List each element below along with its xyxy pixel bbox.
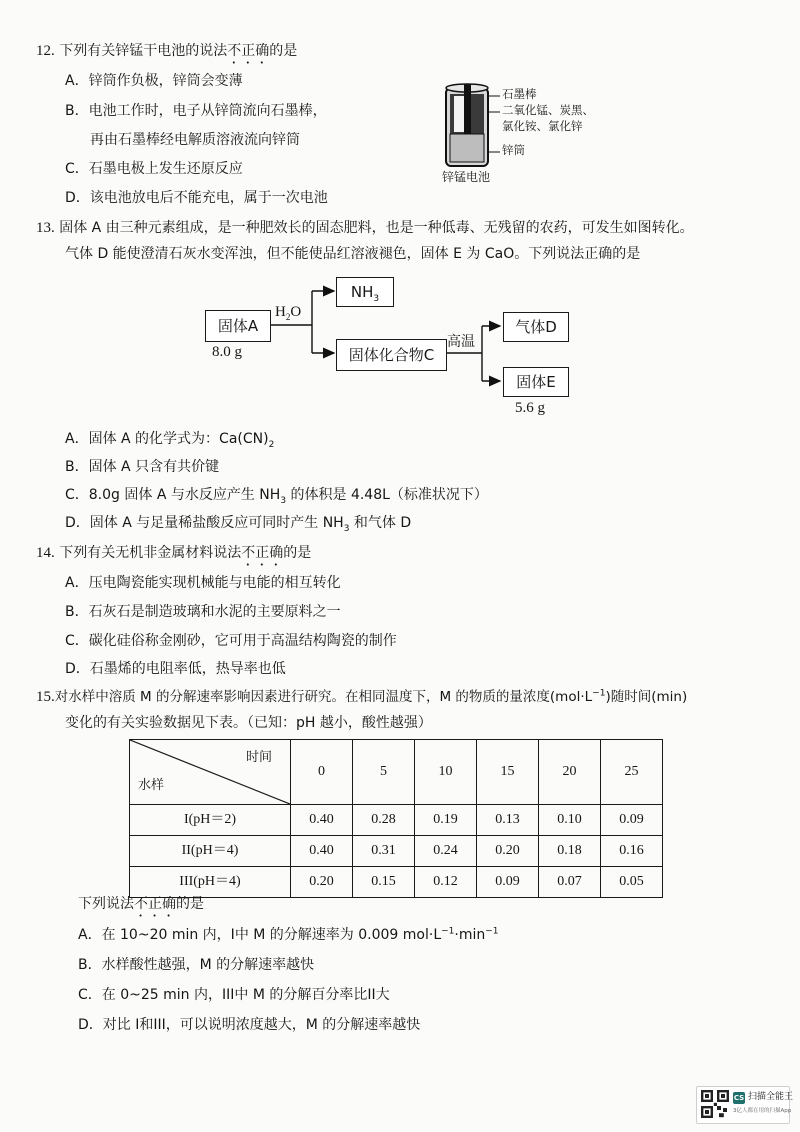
q14-option-b: B．石灰石是制造玻璃和水泥的主要原料之一: [65, 604, 341, 620]
cs-logo-icon: CS: [733, 1094, 745, 1102]
qr-code-icon: [701, 1090, 729, 1118]
table-cell: 0.09: [477, 867, 539, 898]
q13-stem-line2: 气体 D 能使澄清石灰水变浑浊，但不能使品红溶液褪色，固体 E 为 CaO。下列说法正确的是: [65, 246, 641, 262]
gas-d-box: 气体D: [503, 312, 569, 342]
sample-label: I(pH＝2): [130, 805, 291, 836]
q14-option-a: A．压电陶瓷能实现机械能与电能的相互转化: [65, 575, 341, 591]
nh3-text: $NH_3$: [350, 283, 380, 304]
table-cell: 0.28: [353, 805, 415, 836]
q14-option-c: C．碳化硅俗称金刚砂，它可用于高温结构陶瓷的制作: [65, 633, 397, 649]
graphite-rod-label: 石墨棒: [502, 87, 537, 101]
table-row: [130, 836, 663, 867]
q12-option-d: D．该电池放电后不能充电，属于一次电池: [65, 190, 328, 206]
q12-stem: 12. 下列有关锌锰干电池的说法不正确的是: [36, 43, 298, 59]
q14-option-d: D．石墨烯的电阻率低，热导率也低: [65, 661, 286, 677]
q15-option-a: A．在 10~20 min 内，I中 M 的分解速率为 0.009 $mol\cdot L^{-1}\cdot\min^{-1}$: [78, 926, 499, 943]
q15-prompt: 下列说法不正确的是: [78, 896, 204, 912]
time-header: 0: [291, 740, 353, 805]
q13-option-d: D．固体 A 与足量稀盐酸反应可同时产生 $NH_3$ 和气体 D: [65, 515, 412, 534]
table-cell: 0.13: [477, 805, 539, 836]
corner-time-label: 时间: [245, 750, 272, 765]
scanner-watermark: [696, 1086, 794, 1124]
q13-option-a: A．固体 A 的化学式为：$Ca(CN)_2$: [65, 431, 275, 450]
table-cell: 0.40: [291, 805, 353, 836]
table-cell: 0.31: [353, 836, 415, 867]
high-temp-condition: 高温: [447, 334, 475, 350]
table-cell: 0.09: [601, 805, 663, 836]
table-cell: 0.15: [353, 867, 415, 898]
zinc-can-label: 锌筒: [502, 143, 525, 157]
battery-caption: 锌锰电池: [442, 170, 491, 184]
time-header: 25: [601, 740, 663, 805]
table-row: [130, 867, 663, 898]
electrolyte-label-line2: 氯化铵、氯化锌: [502, 119, 583, 133]
sample-label: II(pH＝4): [130, 836, 291, 867]
sample-label: III(pH＝4): [130, 867, 291, 898]
table-row: [130, 805, 663, 836]
table-cell: 0.20: [477, 836, 539, 867]
q13-option-c: C．8.0g 固体 A 与水反应产生 $NH_3$ 的体积是 4.48L（标准状况下）: [65, 487, 488, 506]
table-cell: 0.19: [415, 805, 477, 836]
table-header-row: [130, 740, 663, 805]
time-header: 20: [539, 740, 601, 805]
q12-option-b-continued: 再由石墨棒经电解质溶液流向锌筒: [90, 132, 300, 148]
corner-sample-label: 水样: [138, 778, 165, 794]
water-reagent: $H_2O$: [275, 304, 302, 322]
q15-option-b: B．水样酸性越强，M 的分解速率越快: [78, 957, 315, 973]
table-cell: 0.16: [601, 836, 663, 867]
solid-e-box: 固体E: [503, 367, 569, 397]
time-header: 10: [415, 740, 477, 805]
table-cell: 0.05: [601, 867, 663, 898]
table-corner-cell: [130, 740, 291, 805]
q15-option-d: D．对比 I和III，可以说明浓度越大，M 的分解速率越快: [78, 1017, 421, 1033]
scanner-app-name: 扫描全能王: [748, 1092, 794, 1102]
q12-option-b: B．电池工作时，电子从锌筒流向石墨棒，: [65, 103, 327, 119]
q13-option-b: B．固体 A 只含有共价键: [65, 459, 220, 475]
battery-drawing: [440, 82, 500, 170]
emphasis-text: 不正确: [227, 43, 270, 59]
table-cell: 0.24: [415, 836, 477, 867]
table-cell: 0.07: [539, 867, 601, 898]
nh3-box: [336, 277, 394, 307]
q15-option-c: C．在 0~25 min 内，III中 M 的分解百分率比II大: [78, 987, 390, 1003]
table-cell: 0.18: [539, 836, 601, 867]
q12-option-a: A．锌筒作负极，锌筒会变薄: [65, 73, 243, 89]
q12-option-c: C．石墨电极上发生还原反应: [65, 161, 243, 177]
table-cell: 0.20: [291, 867, 353, 898]
time-header: 15: [477, 740, 539, 805]
table-cell: 0.40: [291, 836, 353, 867]
solid-a-box: 固体A: [205, 310, 271, 342]
time-header: 5: [353, 740, 415, 805]
electrolyte-label-line1: 二氧化锰、炭黑、: [502, 103, 594, 117]
emphasis-text: 不正确: [241, 545, 284, 561]
q13-stem-line1: 13. 固体 A 由三种元素组成，是一种肥效长的固态肥料，也是一种低毒、无残留的农药，可发生如图转化。: [36, 220, 694, 236]
q14-stem: 14. 下列有关无机非金属材料说法不正确的是: [36, 545, 312, 561]
concentration-table: [129, 739, 663, 898]
q15-stem-line1: 15.对水样中溶质 M 的分解速率影响因素进行研究。在相同温度下，M 的物质的量浓度$(mol\cdot L^{-1})$随时间(min): [36, 688, 688, 705]
compound-c-box: 固体化合物C: [336, 339, 447, 371]
emphasis-text: 不正确: [134, 896, 176, 912]
scanner-tagline: 3亿人都在用的扫描App: [733, 1108, 792, 1114]
solid-e-mass: 5.6 g: [515, 400, 545, 416]
solid-a-mass: 8.0 g: [212, 344, 242, 360]
zinc-manganese-battery-figure: [440, 82, 620, 192]
q15-stem-line2: 变化的有关实验数据见下表。（已知：pH 越小，酸性越强）: [65, 715, 432, 731]
table-cell: 0.12: [415, 867, 477, 898]
table-cell: 0.10: [539, 805, 601, 836]
